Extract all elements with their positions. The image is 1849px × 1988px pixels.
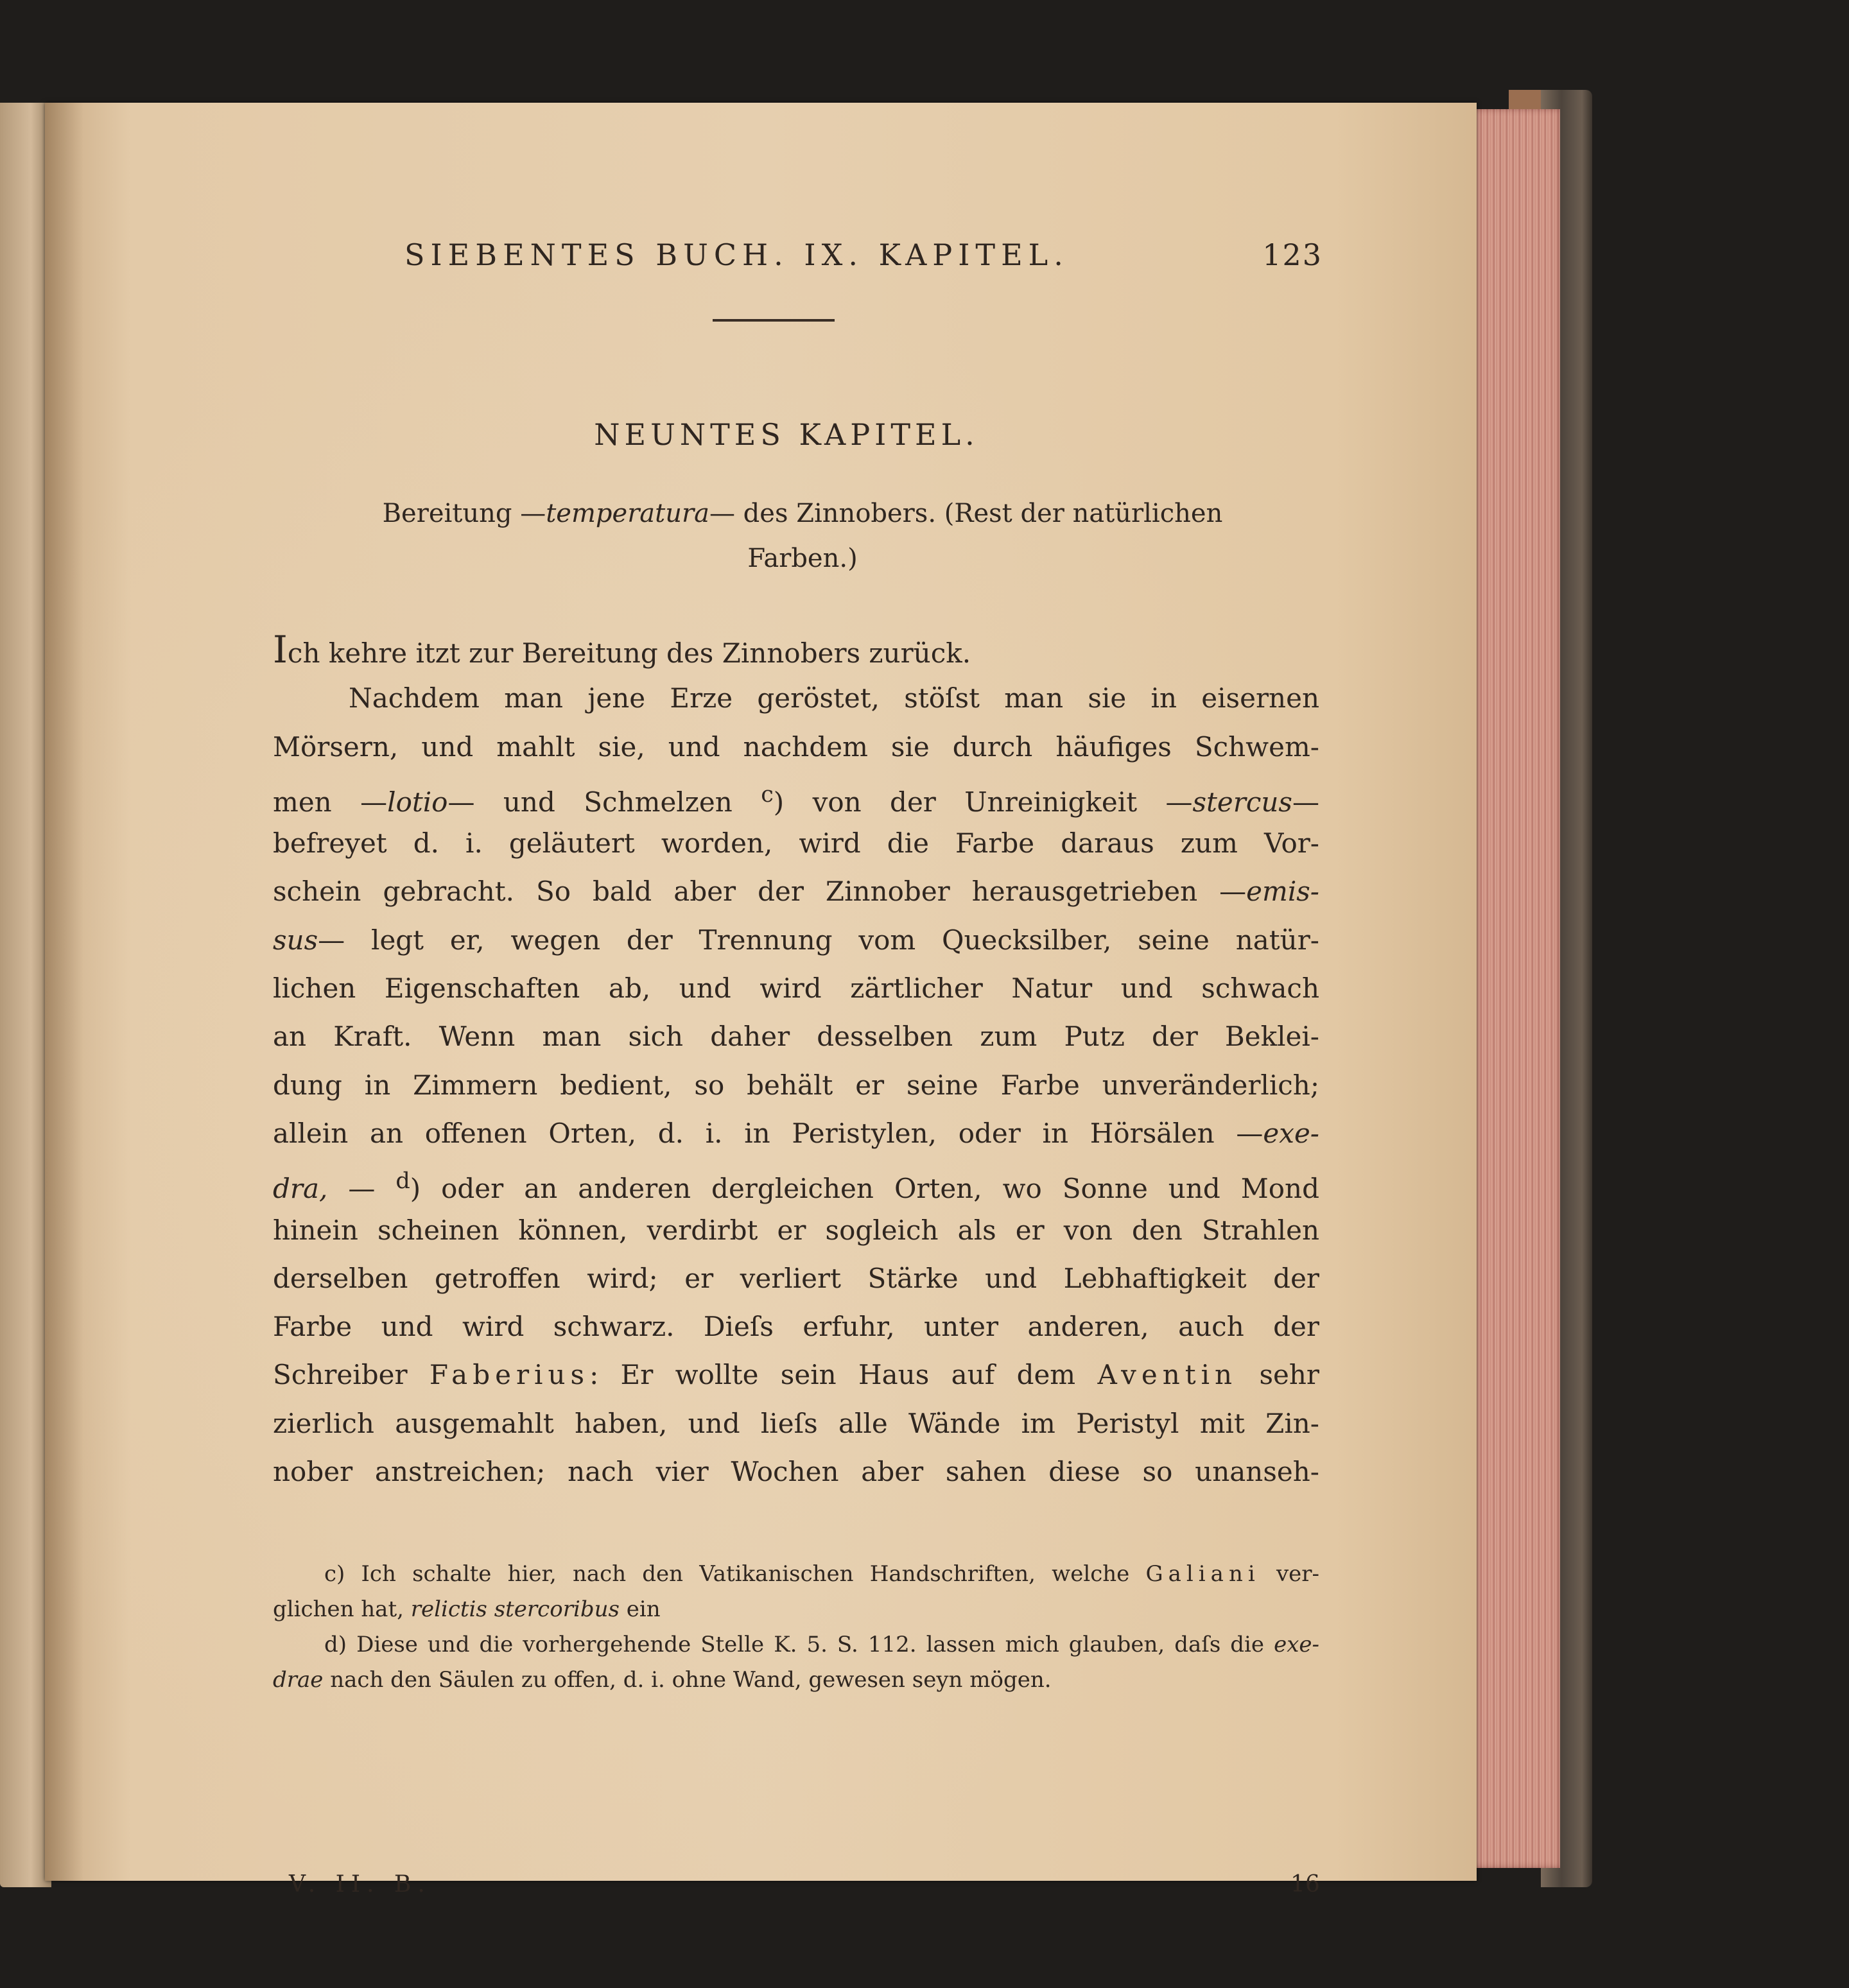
footnotes	[273, 1557, 1319, 1698]
latin-term: exe-	[1263, 1117, 1319, 1149]
latin-term: sus	[273, 924, 318, 956]
latin-term: drae	[273, 1667, 324, 1693]
book-page	[45, 103, 1477, 1897]
footnote-d-line	[273, 1627, 1319, 1663]
footnote-c-line	[273, 1557, 1319, 1592]
footnote-ref: c	[761, 781, 774, 808]
text-run: men —	[273, 786, 388, 818]
running-title: SIEBENTES BUCH. IX. KAPITEL.	[404, 238, 1069, 272]
text-line: dung in Zimmern bedient, so behält er seine Farbe unveränderlich;	[273, 1069, 1319, 1101]
person-name: Galiani	[1145, 1561, 1260, 1587]
text-run: glichen hat,	[273, 1596, 404, 1622]
text-run: schein gebracht. So bald aber der Zinnober herausgetrieben —	[273, 876, 1247, 908]
text-run: —	[1292, 786, 1319, 818]
header-rule	[713, 319, 835, 322]
text-run: — legt er, wegen der Trennung vom Quecksilber, seine natür-	[318, 924, 1319, 956]
text-line: nober anstreichen; nach vier Wochen aber sahen diese so unanseh-	[273, 1456, 1319, 1488]
text-run: ch kehre itzt zur Bereitung des Zinnobers zurück.	[287, 637, 971, 669]
text-run: —	[348, 1173, 376, 1205]
person-name: Faberius	[429, 1359, 590, 1391]
running-head	[404, 238, 1323, 272]
latin-term: emis-	[1246, 876, 1319, 908]
text-run: allein an offenen Orten, d. i. in Peristylen, oder in Hörsälen —	[273, 1117, 1263, 1149]
text-line: Mörsern, und mahlt sie, und nachdem sie durch häufiges Schwem-	[273, 730, 1319, 763]
text-run: ver-	[1276, 1561, 1320, 1587]
text-line: Farbe und wird schwarz. Dieſs erfuhr, unter anderen, auch der	[273, 1311, 1319, 1343]
text-line: derselben getroffen wird; er verliert Stärke und Lebhaftigkeit der	[273, 1262, 1319, 1294]
text-run: — und Schmelzen	[447, 786, 733, 818]
signature-mark: V. II. B.	[289, 1871, 431, 1897]
text-run: nach den Säulen zu offen, d. i. ohne Wand, gewesen seyn mögen.	[330, 1667, 1052, 1693]
text-line: lichen Eigenschaften ab, und wird zärtlicher Natur und schwach	[273, 972, 1319, 1005]
place-name: Aventin	[1097, 1359, 1238, 1391]
subtitle-part: Farben.)	[747, 544, 858, 573]
latin-term: relictis stercoribus	[410, 1596, 620, 1622]
facing-page-edge	[0, 103, 51, 1887]
latin-term: dra,	[273, 1173, 328, 1205]
text-line: zierlich ausgemahlt haben, und lieſs alle Wände im Peristyl mit Zin-	[273, 1407, 1319, 1439]
chapter-subtitle	[308, 491, 1297, 581]
text-run: ein	[626, 1596, 661, 1622]
text-run: Schreiber	[273, 1359, 408, 1391]
latin-term: lotio	[387, 786, 448, 818]
text-line: hinein scheinen können, verdirbt er sogleich als er von den Strahlen	[273, 1214, 1319, 1246]
text-line	[273, 626, 1319, 674]
text-line: Nachdem man jene Erze geröstet, stöſst man sie in eisernen	[349, 682, 1319, 714]
text-line	[273, 867, 1319, 915]
text-line	[273, 1157, 1319, 1206]
text-line	[273, 1109, 1319, 1157]
text-line	[273, 1351, 1319, 1399]
text-run: ) von der Unreinigkeit —	[773, 786, 1193, 818]
footnote-c-line	[273, 1592, 1319, 1627]
text-run: : Er wollte sein Haus auf dem	[589, 1359, 1076, 1391]
initial-letter: I	[273, 628, 288, 671]
footnote-ref: d	[395, 1168, 410, 1195]
text-line: befreyet d. i. geläutert worden, wird die Farbe daraus zum Vor-	[273, 827, 1319, 860]
text-line: an Kraft. Wenn man sich daher desselben zum Putz der Beklei-	[273, 1021, 1319, 1053]
body-text	[273, 626, 1319, 1496]
footnote-d-line	[273, 1663, 1319, 1698]
subtitle-latin-term: temperatura	[546, 499, 709, 528]
text-run: d) Diese und die vorhergehende Stelle K. 5. S. 112. lassen mich glauben, daſs die	[324, 1632, 1265, 1657]
text-run: ) oder an anderen dergleichen Orten, wo Sonne und Mond	[410, 1173, 1319, 1205]
page-number: 123	[1262, 238, 1323, 272]
latin-term: exe-	[1274, 1632, 1320, 1657]
sheet-number: 16	[1290, 1871, 1320, 1897]
text-run: c) Ich schalte hier, nach den Vatikanischen Handschriften, welche	[324, 1561, 1130, 1587]
text-run: sehr	[1259, 1359, 1319, 1391]
subtitle-part: — des Zinnobers. (Rest der natürlichen	[709, 499, 1223, 528]
text-line	[273, 916, 1319, 964]
latin-term: stercus	[1192, 786, 1292, 818]
page-content	[45, 103, 1477, 1897]
page-block-edge	[1470, 109, 1560, 1868]
chapter-title: NEUNTES KAPITEL.	[594, 417, 979, 452]
subtitle-part: Bereitung —	[382, 499, 546, 528]
text-line	[273, 771, 1319, 819]
